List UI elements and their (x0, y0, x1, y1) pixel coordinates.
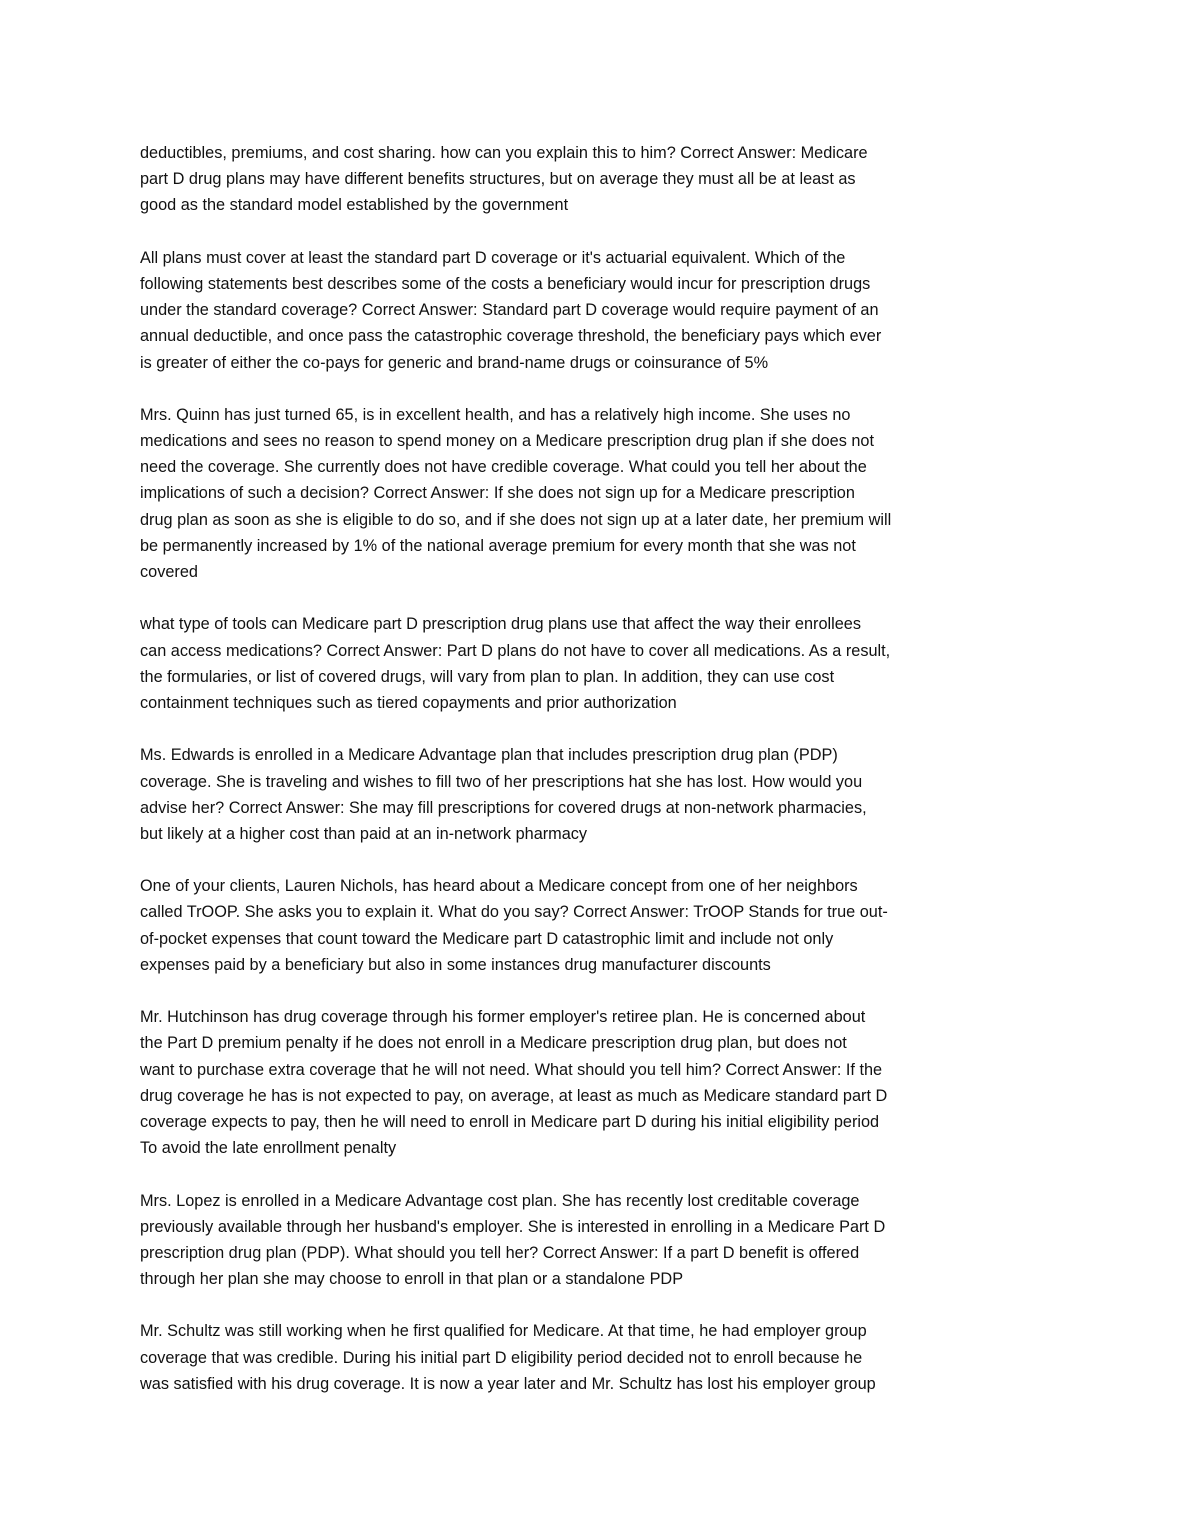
text-line: part D drug plans may have different benefits structures, but on average they must all be at least as (140, 170, 856, 189)
text-line: good as the standard model established by the government (140, 196, 569, 215)
text-line: covered (140, 563, 198, 581)
text-line: the formularies, or list of covered drugs, will vary from plan to plan. In addition, they can use cost (140, 667, 835, 686)
qa-paragraph (140, 1318, 1060, 1397)
text-line: was satisfied with his drug coverage. It is now a year later and Mr. Schultz has lost his employer group (140, 1374, 876, 1393)
text-line: coverage. She is traveling and wishes to fill two of her prescriptions hat she has lost. How would you (140, 772, 863, 791)
text-line: Mr. Hutchinson has drug coverage through his former employer's retiree plan. He is concerned about (140, 1008, 866, 1027)
text-line: want to purchase extra coverage that he will not need. What should you tell him? Correct Answer: If the (140, 1060, 883, 1079)
text-line: coverage expects to pay, then he will need to enroll in Medicare part D during his initial eligibility period (140, 1112, 880, 1131)
text-line: called TrOOP. She asks you to explain it. What do you say? Correct Answer: TrOOP Stands for true out- (140, 903, 888, 922)
text-line: medications and sees no reason to spend money on a Medicare prescription drug plan if she does not (140, 432, 875, 451)
text-line: implications of such a decision? Correct Answer: If she does not sign up for a Medicare prescription (140, 484, 855, 503)
qa-paragraph (140, 611, 1060, 716)
qa-paragraph (140, 1188, 1060, 1293)
document-body (140, 140, 1060, 1423)
text-line: the Part D premium penalty if he does not enroll in a Medicare prescription drug plan, but does not (140, 1034, 847, 1053)
text-line: prescription drug plan (PDP). What should you tell her? Correct Answer: If a part D benefit is offered (140, 1243, 860, 1262)
text-line: drug coverage he has is not expected to pay, on average, at least as much as Medicare standard part D (140, 1086, 888, 1105)
text-line: but likely at a higher cost than paid at an in-network pharmacy (140, 824, 588, 843)
text-line: All plans must cover at least the standard part D coverage or it's actuarial equivalent. Which of the (140, 248, 846, 267)
qa-paragraph (140, 140, 1060, 219)
text-line: Mrs. Quinn has just turned 65, is in excellent health, and has a relatively high income. She uses no (140, 405, 851, 424)
text-line: To avoid the late enrollment penalty (140, 1139, 397, 1158)
qa-paragraph (140, 402, 1060, 585)
text-line: Mr. Schultz was still working when he first qualified for Medicare. At that time, he had employer group (140, 1322, 867, 1341)
text-line: expenses paid by a beneficiary but also in some instances drug manufacturer discounts (140, 955, 771, 974)
text-line: drug plan as soon as she is eligible to do so, and if she does not sign up at a later date, her premium will (140, 510, 892, 529)
text-line: be permanently increased by 1% of the national average premium for every month that she was not (140, 536, 856, 555)
qa-paragraph (140, 245, 1060, 376)
qa-paragraph (140, 1004, 1060, 1161)
qa-paragraph (140, 873, 1060, 978)
text-line: coverage that was credible. During his initial part D eligibility period decided not to enroll because he (140, 1348, 863, 1367)
text-line: can access medications? Correct Answer: Part D plans do not have to cover all medications. As a result, (140, 641, 891, 660)
text-line: Ms. Edwards is enrolled in a Medicare Advantage plan that includes prescription drug plan (PDP) (140, 746, 838, 765)
text-line: previously available through her husband's employer. She is interested in enrolling in a Medicare Part D (140, 1217, 886, 1236)
text-line: deductibles, premiums, and cost sharing. how can you explain this to him? Correct Answer: Medicare (140, 144, 868, 162)
text-line: what type of tools can Medicare part D prescription drug plans use that affect the way their enrollees (140, 615, 861, 634)
text-line: of-pocket expenses that count toward the Medicare part D catastrophic limit and include not only (140, 929, 834, 948)
text-line: under the standard coverage? Correct Answer: Standard part D coverage would require payment of an (140, 301, 879, 320)
text-line: One of your clients, Lauren Nichols, has heard about a Medicare concept from one of her neighbors (140, 877, 858, 896)
text-line: following statements best describes some of the costs a beneficiary would incur for prescription drugs (140, 274, 871, 293)
text-line: annual deductible, and once pass the catastrophic coverage threshold, the beneficiary pays which ever (140, 327, 882, 346)
text-line: through her plan she may choose to enroll in that plan or a standalone PDP (140, 1270, 684, 1289)
text-line: need the coverage. She currently does not have credible coverage. What could you tell her about the (140, 458, 867, 477)
text-line: advise her? Correct Answer: She may fill prescriptions for covered drugs at non-network pharmacies, (140, 798, 867, 817)
text-line: containment techniques such as tiered copayments and prior authorization (140, 693, 677, 712)
text-line: is greater of either the co-pays for generic and brand-name drugs or coinsurance of 5% (140, 353, 769, 372)
text-line: Mrs. Lopez is enrolled in a Medicare Advantage cost plan. She has recently lost creditable coverage (140, 1191, 860, 1210)
qa-paragraph (140, 742, 1060, 847)
